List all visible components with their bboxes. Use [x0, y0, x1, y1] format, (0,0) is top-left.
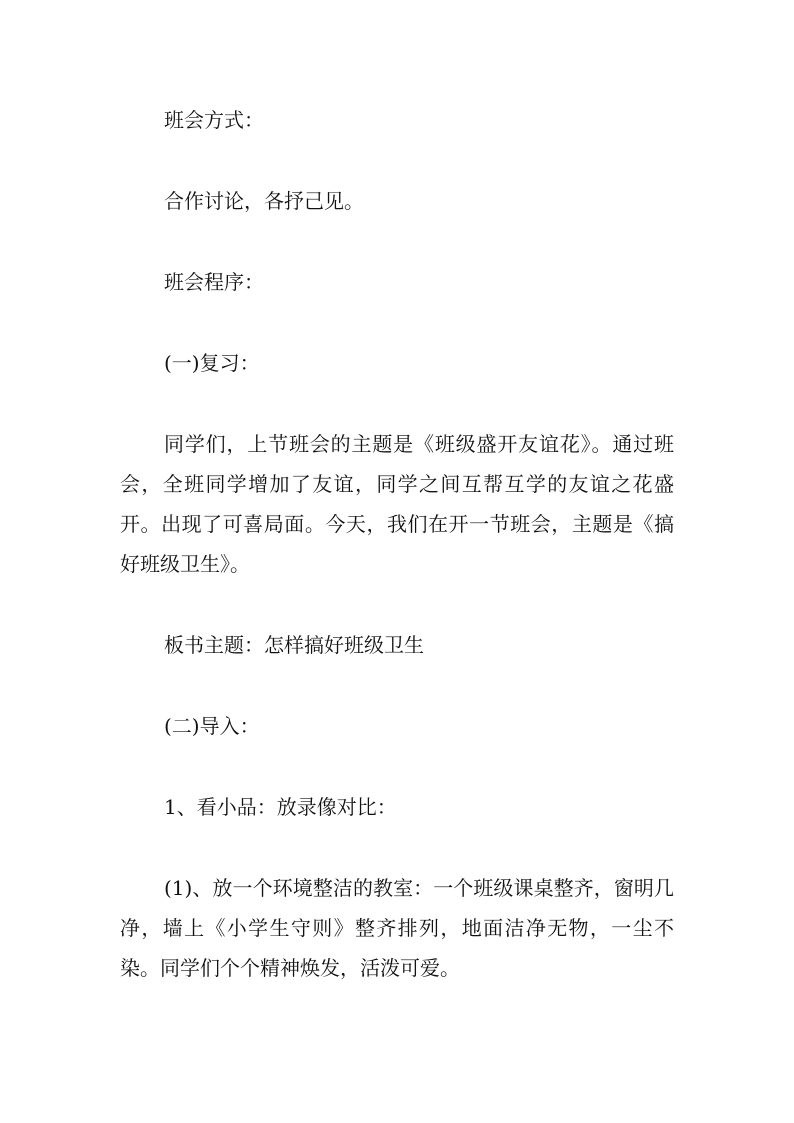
paragraph-introduction-heading: (二)导入：: [164, 714, 260, 738]
paragraph-review-text: 同学们，上节班会的主题是《班级盛开友谊花》。通过班会，全班同学增加了友谊，同学之间互帮互学的友谊之花盛开。出现了可喜局面。今天，我们在开一节班会，主题是《搞好班级卫生》。: [120, 432, 674, 576]
paragraph-skit-comparison: 1、看小品：放录像对比：: [164, 795, 397, 819]
paragraph-review-heading: (一)复习：: [164, 351, 260, 375]
paragraph-clean-classroom: (1)、放一个环境整洁的教室：一个班级课桌整齐，窗明几净，墙上《小学生守则》整齐排列，地面洁净无物，一尘不染。同学们个个精神焕发，活泼可爱。: [120, 876, 674, 980]
paragraph-meeting-method-heading: 班会方式：: [164, 108, 264, 132]
paragraph-blackboard-theme: 板书主题：怎样搞好班级卫生: [164, 633, 424, 657]
paragraph-meeting-procedure-heading: 班会程序：: [164, 270, 264, 294]
document-body: [120, 100, 674, 1029]
paragraph-meeting-method: 合作讨论，各抒己见。: [164, 189, 364, 213]
